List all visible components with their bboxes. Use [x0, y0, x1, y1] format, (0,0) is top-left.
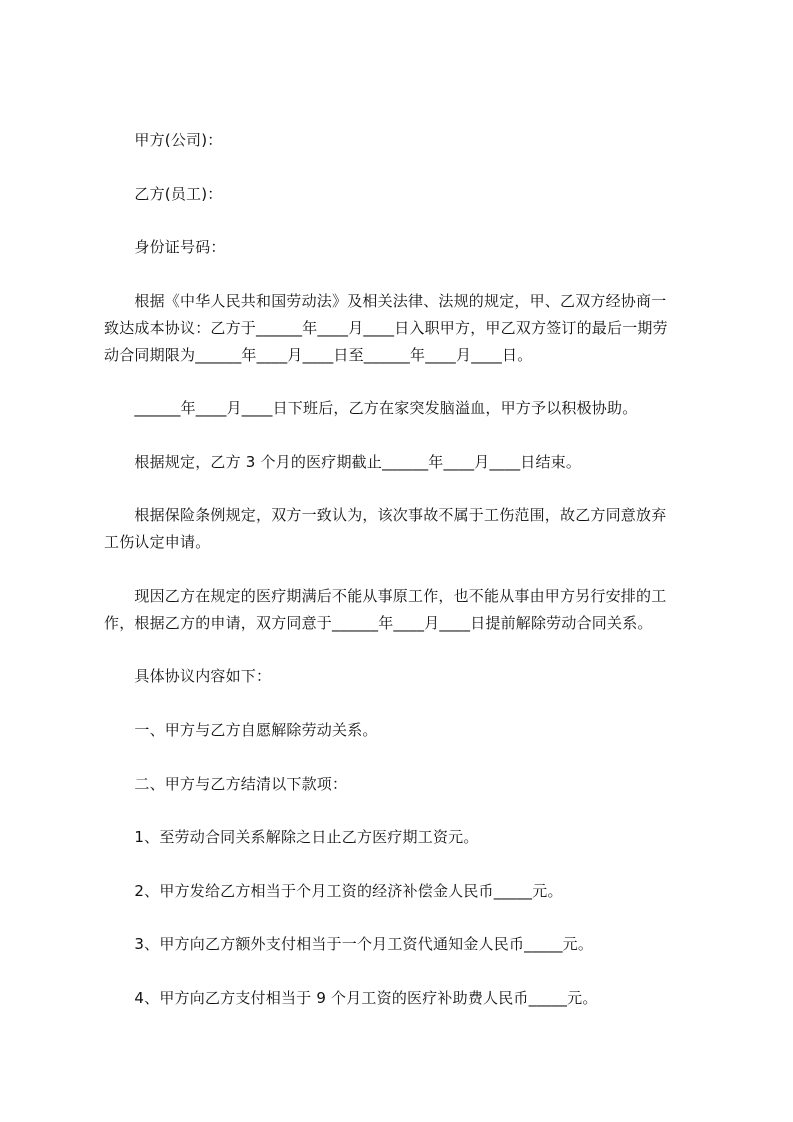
paragraph-1-line-2: 致达成本协议：乙方于______年____月____日入职甲方，甲乙双方签订的最后一期劳 — [104, 319, 668, 337]
payment-item-1: 1、至劳动合同关系解除之日止乙方医疗期工资元。 — [104, 828, 479, 846]
medical-period-paragraph: 根据规定，乙方 3 个月的医疗期截止______年____月____日结束。 — [104, 453, 582, 471]
clause-2: 二、甲方与乙方结清以下款项： — [104, 775, 348, 793]
termination-paragraph-line-2: 作，根据乙方的申请，双方同意于______年____月____日提前解除劳动合同关系。 — [104, 614, 653, 632]
payment-item-2: 2、甲方发给乙方相当于个月工资的经济补偿金人民币_____元。 — [104, 882, 563, 900]
insurance-paragraph-line-1: 根据保险条例规定，双方一致认为，该次事故不属于工伤范围，故乙方同意放弃 — [104, 506, 667, 524]
clause-1: 一、甲方与乙方自愿解除劳动关系。 — [104, 721, 378, 739]
agreement-intro: 具体协议内容如下： — [104, 667, 272, 685]
termination-paragraph-line-1: 现因乙方在规定的医疗期满后不能从事原工作，也不能从事由甲方另行安排的工 — [104, 587, 667, 605]
id-number-line: 身份证号码： — [104, 238, 226, 256]
payment-item-4: 4、甲方向乙方支付相当于 9 个月工资的医疗补助费人民币_____元。 — [104, 989, 598, 1007]
paragraph-1-line-1: 根据《中华人民共和国劳动法》及相关法律、法规的规定，甲、乙双方经协商一 — [104, 292, 667, 310]
party-a-line: 甲方(公司)： — [104, 131, 223, 149]
incident-paragraph: ______年____月____日下班后，乙方在家突发脑溢血，甲方予以积极协助。 — [104, 399, 638, 417]
party-b-line: 乙方(员工)： — [104, 185, 223, 203]
paragraph-1-line-3: 动合同期限为______年____月____日至______年____月____日。 — [104, 346, 533, 364]
insurance-paragraph-line-2: 工伤认定申请。 — [104, 533, 211, 551]
payment-item-3: 3、甲方向乙方额外支付相当于一个月工资代通知金人民币_____元。 — [104, 935, 594, 953]
